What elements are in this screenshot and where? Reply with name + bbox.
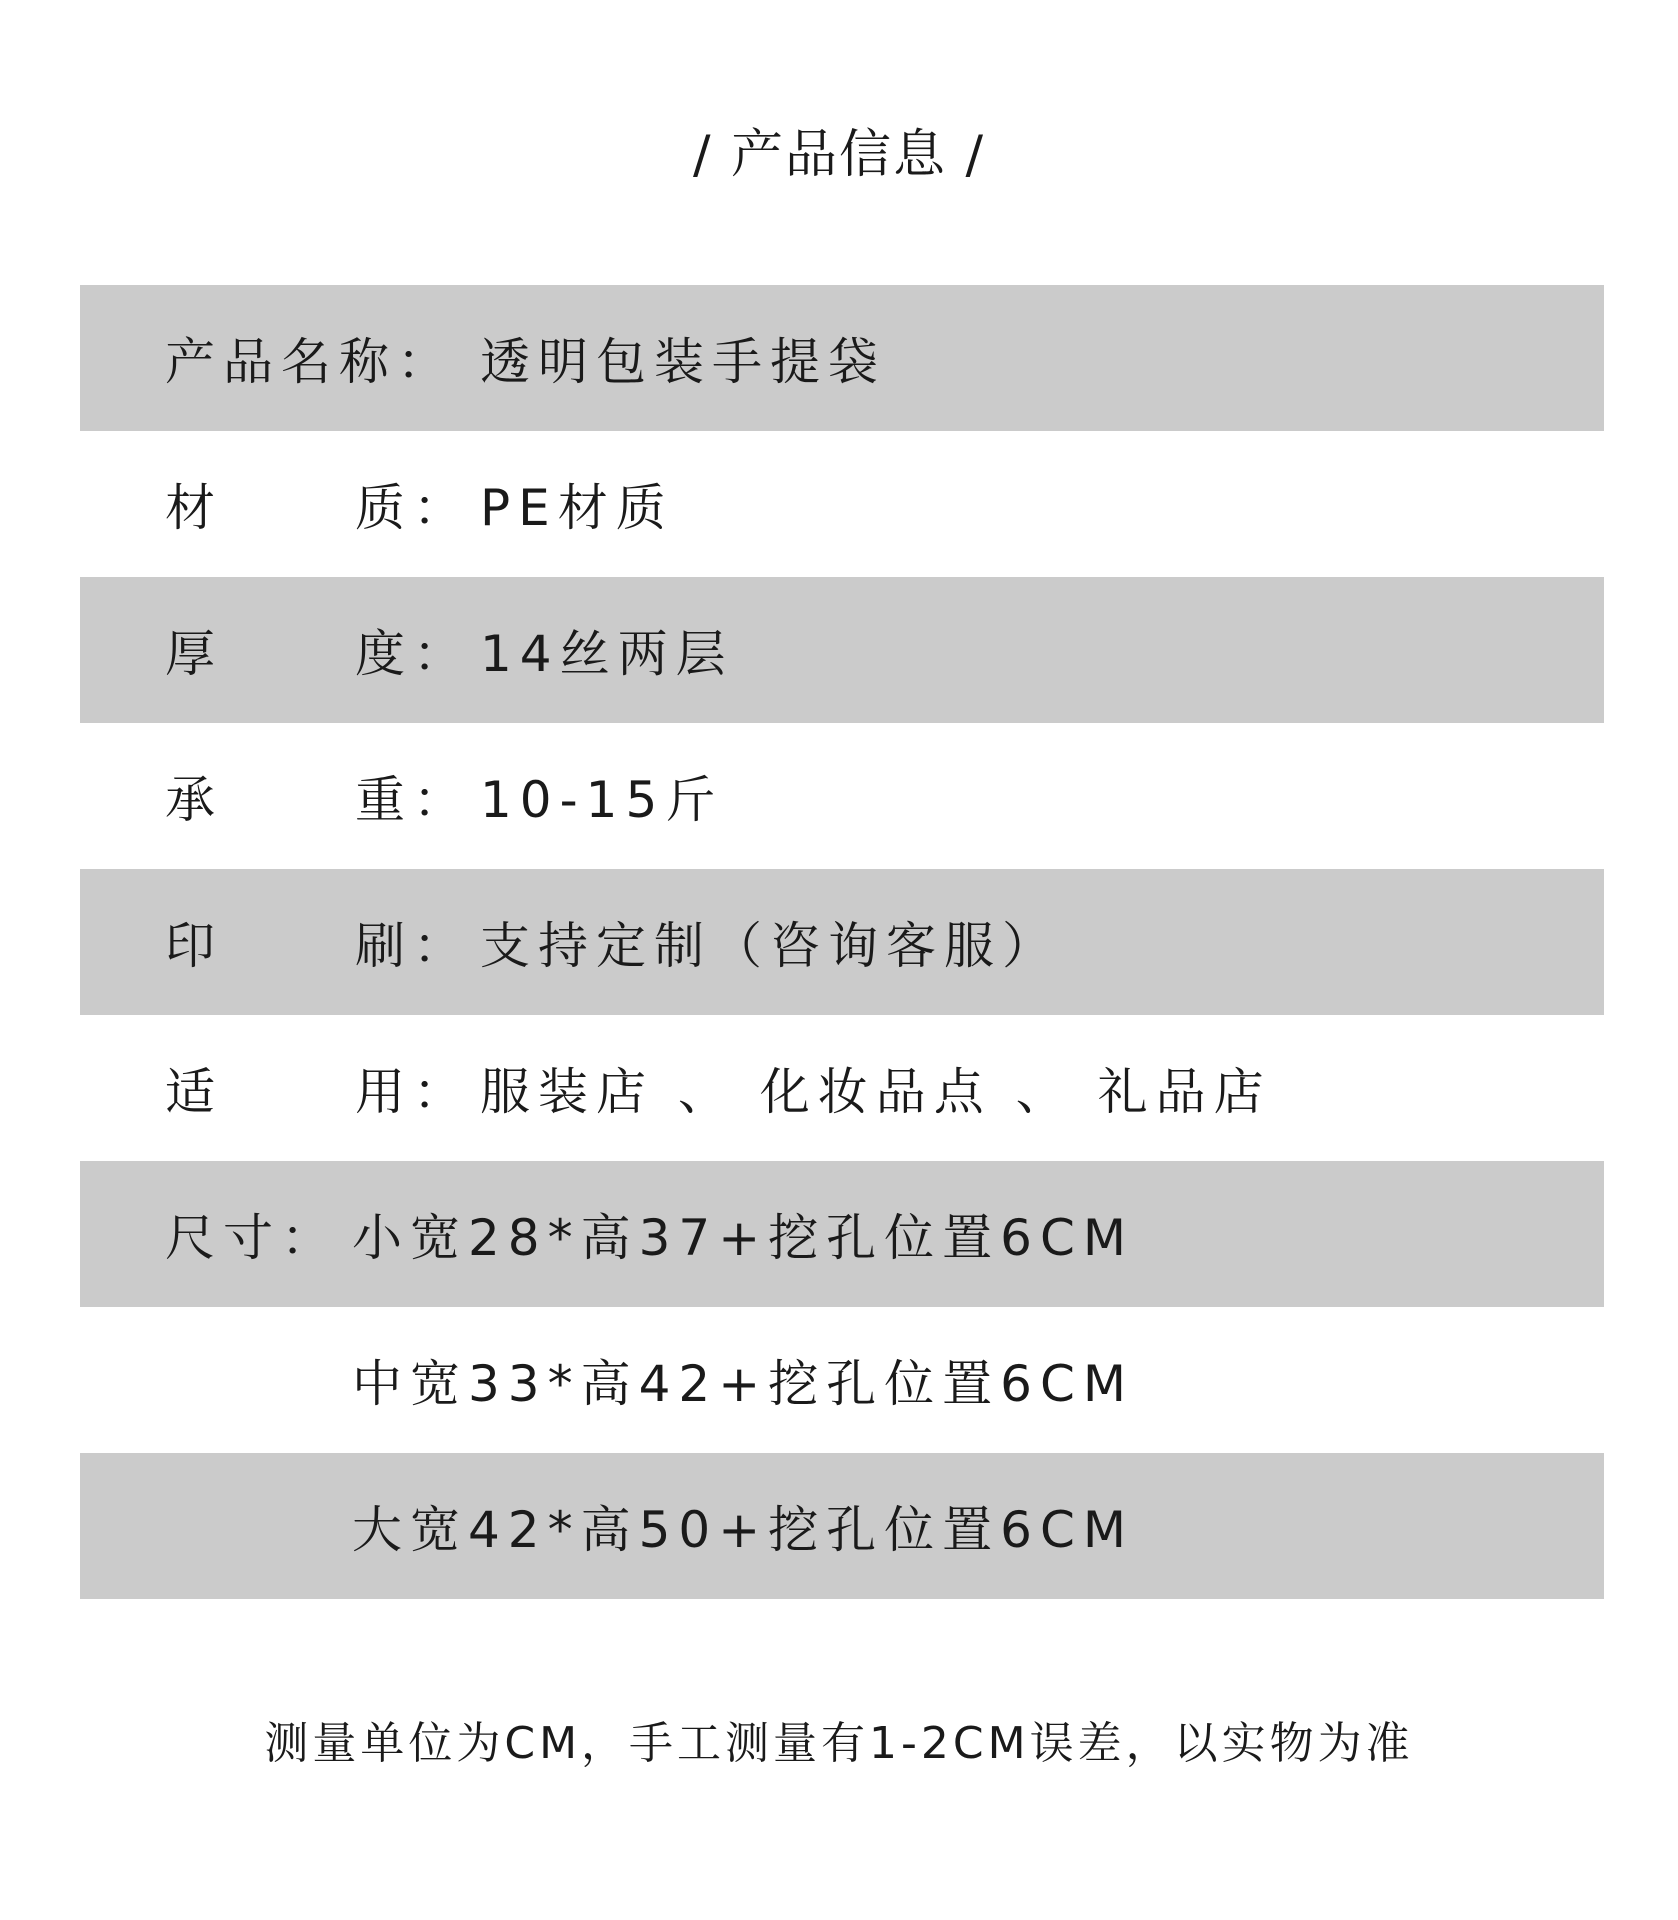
spec-value: 服装店 、 化妆品点 、 礼品店 bbox=[480, 1063, 1272, 1121]
spec-row-size-large bbox=[80, 1453, 1604, 1599]
spec-label-second: 质： bbox=[355, 479, 471, 537]
spec-value: 小宽28*高37+挖孔位置6CM bbox=[352, 1209, 1135, 1267]
spec-label-first: 适 bbox=[165, 1063, 223, 1121]
spec-value: PE材质 bbox=[480, 479, 674, 537]
spec-value: 支持定制（咨询客服） bbox=[480, 917, 1060, 975]
spec-label-first: 承 bbox=[165, 771, 223, 829]
spec-label-second: 重： bbox=[355, 771, 471, 829]
spec-label-first: 印 bbox=[165, 917, 223, 975]
spec-row-load bbox=[80, 723, 1604, 869]
spec-value: 14丝两层 bbox=[480, 625, 734, 683]
spec-label: 产品名称： bbox=[165, 333, 455, 391]
spec-label-second: 度： bbox=[355, 625, 471, 683]
page-title: / 产品信息 / bbox=[692, 125, 986, 185]
spec-label: 尺寸： bbox=[165, 1209, 339, 1267]
spec-row-usage bbox=[80, 1015, 1604, 1161]
spec-label-second: 用： bbox=[355, 1063, 471, 1121]
spec-row-size-medium bbox=[80, 1307, 1604, 1453]
spec-value: 大宽42*高50+挖孔位置6CM bbox=[352, 1501, 1135, 1559]
spec-row-size-small bbox=[80, 1161, 1604, 1307]
measurement-footnote: 测量单位为CM，手工测量有1-2CM误差，以实物为准 bbox=[264, 1718, 1414, 1769]
spec-value: 中宽33*高42+挖孔位置6CM bbox=[352, 1355, 1135, 1413]
spec-label-second: 刷： bbox=[355, 917, 471, 975]
spec-row-name bbox=[80, 285, 1604, 431]
spec-row-thickness bbox=[80, 577, 1604, 723]
spec-label-first: 厚 bbox=[165, 625, 223, 683]
spec-row-material bbox=[80, 431, 1604, 577]
spec-row-printing bbox=[80, 869, 1604, 1015]
spec-table bbox=[80, 285, 1604, 1599]
spec-value: 10-15斤 bbox=[480, 771, 724, 829]
spec-value: 透明包装手提袋 bbox=[480, 333, 886, 391]
spec-label-first: 材 bbox=[165, 479, 223, 537]
